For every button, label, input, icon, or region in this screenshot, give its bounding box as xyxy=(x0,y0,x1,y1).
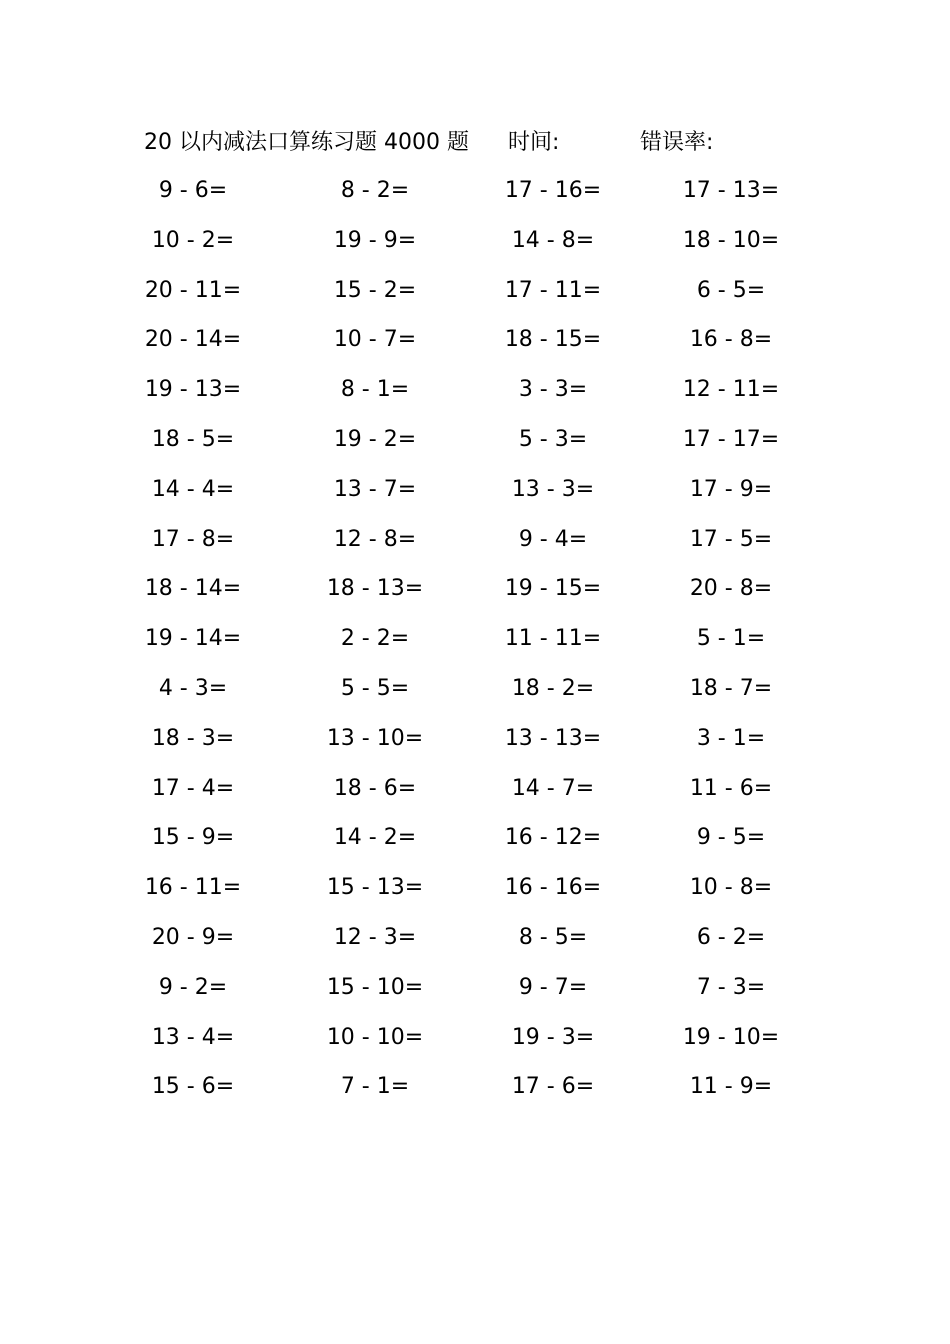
problem-row xyxy=(0,224,950,274)
problem-item: 5 - 3= xyxy=(518,426,588,452)
problem-item: 20 - 14= xyxy=(144,327,242,353)
problem-item: 14 - 4= xyxy=(151,476,235,502)
problem-item: 20 - 8= xyxy=(689,576,773,602)
problem-item: 7 - 3= xyxy=(696,974,766,1000)
problem-row xyxy=(0,274,950,324)
problem-row xyxy=(0,323,950,373)
problem-item: 10 - 10= xyxy=(326,1024,424,1050)
problem-item: 15 - 9= xyxy=(151,825,235,851)
problem-item: 7 - 1= xyxy=(340,1074,410,1100)
problem-row xyxy=(0,1070,950,1120)
problem-item: 15 - 13= xyxy=(326,875,424,901)
problem-item: 12 - 11= xyxy=(682,377,780,403)
problem-row xyxy=(0,722,950,772)
problem-item: 19 - 10= xyxy=(682,1024,780,1050)
problem-item: 15 - 10= xyxy=(326,974,424,1000)
problem-item: 18 - 7= xyxy=(689,675,773,701)
worksheet-title: 20 以内减法口算练习题 4000 题 xyxy=(144,130,469,155)
error-rate-label: 错误率: xyxy=(640,130,714,155)
problem-item: 19 - 2= xyxy=(333,426,417,452)
problem-row xyxy=(0,1021,950,1071)
problem-item: 10 - 8= xyxy=(689,875,773,901)
problem-item: 2 - 2= xyxy=(340,626,410,652)
problem-row xyxy=(0,672,950,722)
problem-item: 18 - 3= xyxy=(151,725,235,751)
problem-item: 13 - 4= xyxy=(151,1024,235,1050)
problem-row xyxy=(0,423,950,473)
problem-item: 8 - 1= xyxy=(340,377,410,403)
problem-item: 18 - 2= xyxy=(511,675,595,701)
problem-item: 18 - 6= xyxy=(333,775,417,801)
problem-item: 8 - 5= xyxy=(518,924,588,950)
problem-item: 18 - 5= xyxy=(151,426,235,452)
problem-item: 17 - 9= xyxy=(689,476,773,502)
problem-item: 18 - 15= xyxy=(504,327,602,353)
problem-grid xyxy=(0,174,950,1120)
problem-row xyxy=(0,871,950,921)
problem-row xyxy=(0,373,950,423)
problem-item: 18 - 14= xyxy=(144,576,242,602)
problem-item: 17 - 8= xyxy=(151,526,235,552)
problem-row xyxy=(0,971,950,1021)
problem-item: 3 - 3= xyxy=(518,377,588,403)
problem-item: 15 - 6= xyxy=(151,1074,235,1100)
problem-item: 14 - 2= xyxy=(333,825,417,851)
problem-item: 11 - 6= xyxy=(689,775,773,801)
problem-item: 16 - 12= xyxy=(504,825,602,851)
problem-row xyxy=(0,921,950,971)
problem-item: 12 - 8= xyxy=(333,526,417,552)
problem-item: 9 - 2= xyxy=(158,974,228,1000)
problem-item: 6 - 5= xyxy=(696,277,766,303)
problem-item: 13 - 3= xyxy=(511,476,595,502)
problem-item: 16 - 16= xyxy=(504,875,602,901)
problem-item: 17 - 4= xyxy=(151,775,235,801)
worksheet-header xyxy=(0,126,950,160)
problem-item: 4 - 3= xyxy=(158,675,228,701)
problem-item: 17 - 6= xyxy=(511,1074,595,1100)
problem-item: 19 - 14= xyxy=(144,626,242,652)
problem-row xyxy=(0,622,950,672)
problem-row xyxy=(0,572,950,622)
problem-item: 19 - 13= xyxy=(144,377,242,403)
problem-item: 17 - 5= xyxy=(689,526,773,552)
problem-row xyxy=(0,473,950,523)
problem-row xyxy=(0,821,950,871)
problem-item: 18 - 13= xyxy=(326,576,424,602)
problem-item: 17 - 17= xyxy=(682,426,780,452)
problem-item: 9 - 4= xyxy=(518,526,588,552)
problem-item: 11 - 9= xyxy=(689,1074,773,1100)
problem-item: 9 - 5= xyxy=(696,825,766,851)
problem-item: 14 - 8= xyxy=(511,227,595,253)
problem-item: 11 - 11= xyxy=(504,626,602,652)
problem-item: 8 - 2= xyxy=(340,178,410,203)
problem-item: 19 - 3= xyxy=(511,1024,595,1050)
problem-item: 19 - 9= xyxy=(333,227,417,253)
problem-item: 5 - 5= xyxy=(340,675,410,701)
problem-item: 17 - 11= xyxy=(504,277,602,303)
problem-item: 15 - 2= xyxy=(333,277,417,303)
problem-item: 19 - 15= xyxy=(504,576,602,602)
problem-item: 16 - 11= xyxy=(144,875,242,901)
problem-item: 13 - 7= xyxy=(333,476,417,502)
problem-row xyxy=(0,523,950,573)
problem-item: 5 - 1= xyxy=(696,626,766,652)
problem-item: 9 - 6= xyxy=(158,178,228,203)
problem-item: 13 - 13= xyxy=(504,725,602,751)
time-label: 时间: xyxy=(508,130,560,155)
problem-row xyxy=(0,174,950,224)
problem-item: 18 - 10= xyxy=(682,227,780,253)
problem-item: 10 - 2= xyxy=(151,227,235,253)
problem-item: 13 - 10= xyxy=(326,725,424,751)
problem-item: 9 - 7= xyxy=(518,974,588,1000)
problem-item: 10 - 7= xyxy=(333,327,417,353)
problem-item: 17 - 16= xyxy=(504,178,602,203)
problem-item: 3 - 1= xyxy=(696,725,766,751)
problem-item: 12 - 3= xyxy=(333,924,417,950)
problem-item: 16 - 8= xyxy=(689,327,773,353)
problem-item: 14 - 7= xyxy=(511,775,595,801)
problem-item: 6 - 2= xyxy=(696,924,766,950)
problem-row xyxy=(0,772,950,822)
problem-item: 17 - 13= xyxy=(682,178,780,203)
problem-item: 20 - 11= xyxy=(144,277,242,303)
problem-item: 20 - 9= xyxy=(151,924,235,950)
